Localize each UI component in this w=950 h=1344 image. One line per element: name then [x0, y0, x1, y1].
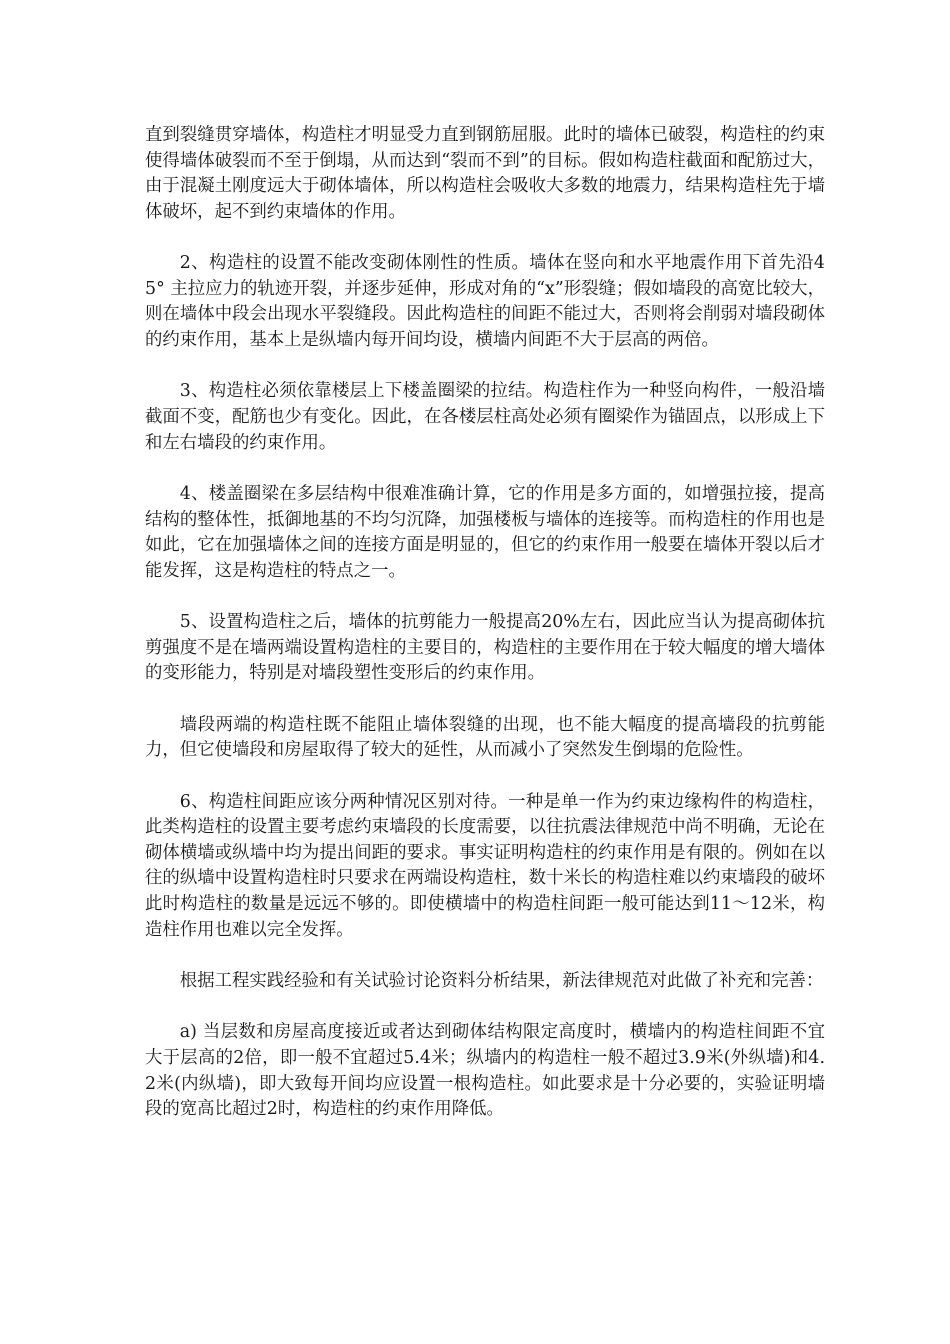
paragraph-4: 4、楼盖圈梁在多层结构中很难准确计算，它的作用是多方面的，如增强拉接，提高结构的整体性，抵御地基的不均匀沉降，加强楼板与墙体的连接等。而构造柱的作用也是如此，它在加强墙体之间的连接方面是明显的，但它的约束作用一般要在墙体开裂以后才能发挥，这是构造柱的特点之一。 [145, 483, 825, 581]
paragraph-7: 6、构造柱间距应该分两种情况区别对待。一种是单一作为约束边缘构件的构造柱，此类构造柱的设置主要考虑约束墙段的长度需要，以往抗震法律规范中尚不明确，无论在砌体横墙或纵墙中均为提出间距的要求。事实证明构造柱的约束作用是有限的。例如在以往的纵墙中设置构造柱时只要求在两端设构造柱，数十米长的构造柱难以约束墙段的破坏此时构造柱的数量是远远不够的。即使横墙中的构造柱间距一般可能达到11～12米，构造柱作用也难以完全发挥。 [145, 791, 825, 940]
paragraph-5: 5、设置构造柱之后，墙体的抗剪能力一般提高20%左右，因此应当认为提高砌体抗剪强度不是在墙两端设置构造柱的主要目的，构造柱的主要作用在于较大幅度的增大墙体的变形能力，特别是对墙段塑性变形后的约束作用。 [145, 612, 825, 684]
paragraph-8: 根据工程实践经验和有关试验讨论资料分析结果，新法律规范对此做了补充和完善： [179, 971, 824, 992]
paragraph-6: 墙段两端的构造柱既不能阻止墙体裂缝的出现，也不能大幅度的提高墙段的抗剪能力，但它使墙段和房屋取得了较大的延性，从而减小了突然发生倒塌的危险性。 [145, 714, 825, 761]
document-body [145, 123, 825, 1123]
paragraph-1: 直到裂缝贯穿墙体，构造柱才明显受力直到钢筋屈服。此时的墙体已破裂，构造柱的约束使得墙体破裂而不至于倒塌，从而达到“裂而不到”的目标。假如构造柱截面和配筋过大，由于混凝土刚度远大于砌体墙体，所以构造柱会吸收大多数的地震力，结果构造柱先于墙体破坏，起不到约束墙体的作用。 [145, 125, 825, 222]
paragraph-2: 2、构造柱的设置不能改变砌体刚性的性质。墙体在竖向和水平地震作用下首先沿45° 主拉应力的轨迹开裂，并逐步延伸，形成对角的“x”形裂缝；假如墙段的高宽比较大，则在墙体中段会出现水平裂缝段。因此构造柱的间距不能过大，否则将会削弱对墙段砌体的约束作用，基本上是纵墙内每开间均设，横墙内间距不大于层高的两倍。 [145, 253, 825, 350]
paragraph-9: a) 当层数和房屋高度接近或者达到砌体结构限定高度时，横墙内的构造柱间距不宜大于层高的2倍，即一般不宜超过5.4米；纵墙内的构造柱一般不超过3.9米(外纵墙)和4.2米(内纵墙)，即大致每开间均应设置一根构造柱。如此要求是十分必要的，实验证明墙段的宽高比超过2时，构造柱的约束作用降低。 [145, 1022, 825, 1120]
paragraph-3: 3、构造柱必须依靠楼层上下楼盖圈梁的拉结。构造柱作为一种竖向构件，一般沿墙截面不变，配筋也少有变化。因此，在各楼层柱高处必须有圈梁作为锚固点，以形成上下和左右墙段的约束作用。 [145, 381, 825, 453]
